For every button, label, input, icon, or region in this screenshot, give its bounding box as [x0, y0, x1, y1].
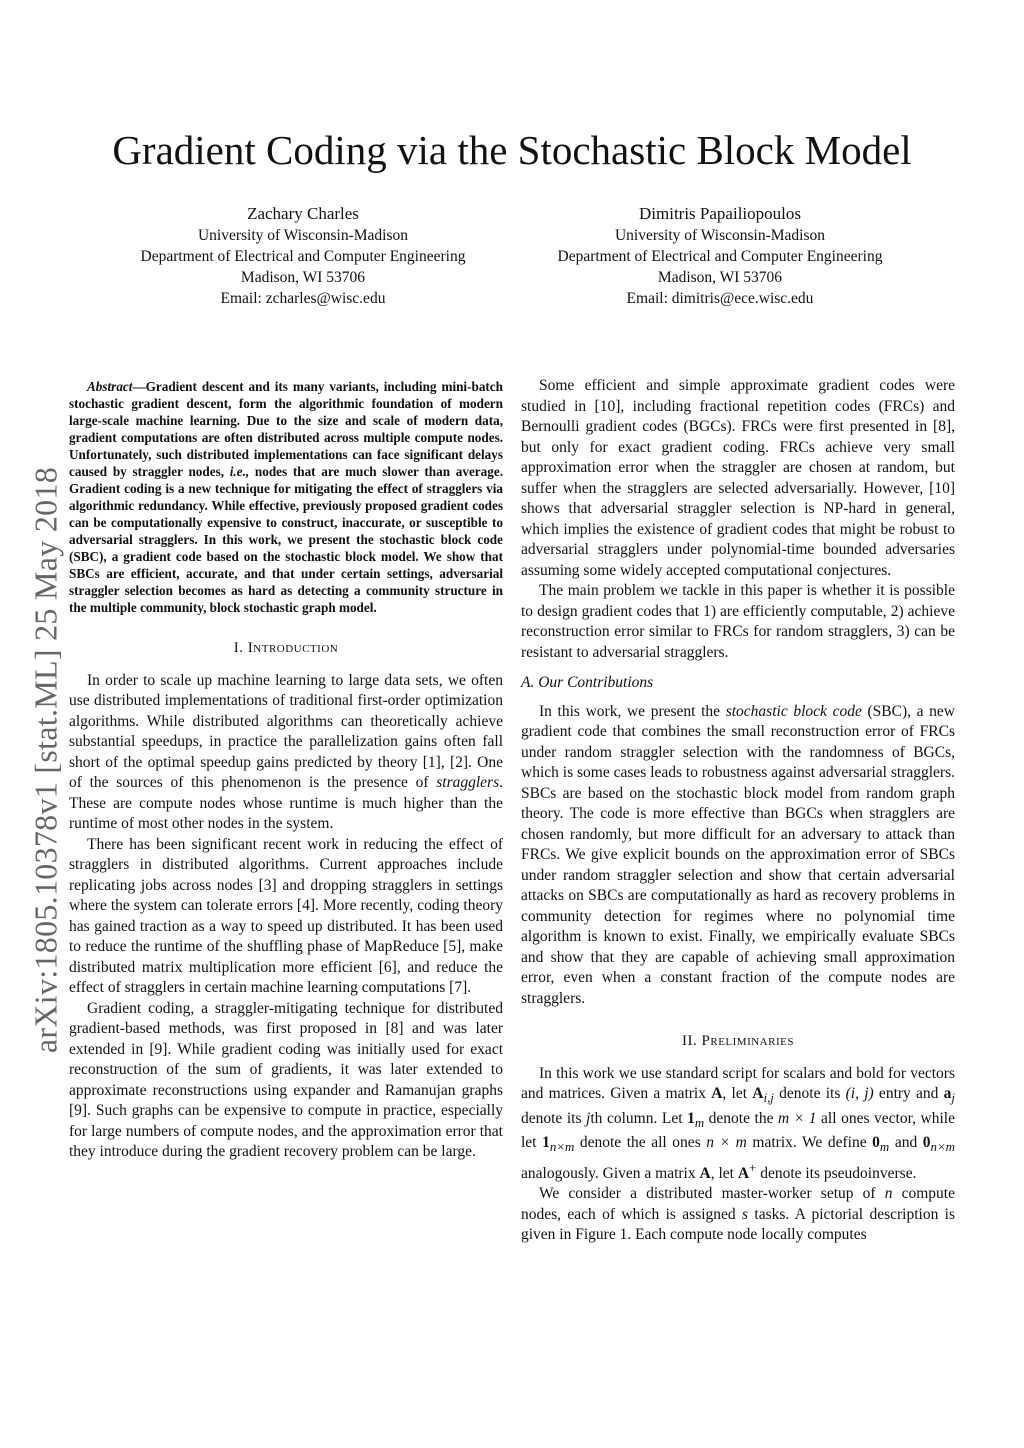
abstract: Abstract—Gradient descent and its many variants, including mini-batch stochastic gradient descent, form the algorithmic foundation of modern large-scale machine learning. Due to the size and scale of modern data, gradient computations are often distributed across multiple compute nodes. Unfortunately, such distributed implementations can face significant delays caused by straggler nodes, i.e., nodes that are much slower than average. Gradient coding is a new technique for mitigating the effect of stragglers via algorithmic redundancy. While effective, previously proposed gradient codes can be computationally expensive to construct, inaccurate, or susceptible to adversarial stragglers. In this work, we present the stochastic block code (SBC), a gradient code based on the stochastic block model. We show that SBCs are efficient, accurate, and that under certain settings, adversarial straggler selection becomes as hard as detecting a community structure in the multiple community, block stochastic graph model.	[69, 379, 503, 615]
author-location: Madison, WI 53706	[240, 269, 366, 286]
author-name: Dimitris Papailiopoulos	[639, 204, 801, 223]
author-affiliation: University of Wisconsin-Madison	[614, 227, 826, 244]
author-block-2	[520, 203, 920, 309]
author-affiliation: University of Wisconsin-Madison	[197, 227, 409, 244]
abstract-label: Abstract	[87, 379, 133, 394]
subsection-heading: A. Our Contributions	[521, 674, 654, 691]
arxiv-id: arXiv:1805.10378v1 [stat.ML] 25 May 2018	[27, 466, 64, 1054]
section-heading-preliminaries: II. Preliminaries	[682, 1033, 794, 1049]
author-block-1	[103, 203, 503, 309]
right-column	[521, 376, 955, 1246]
author-department: Department of Electrical and Computer Engineering	[557, 248, 883, 265]
author-email: Email: zcharles@wisc.edu	[220, 290, 386, 307]
intro-paragraph: Gradient coding, a straggler-mitigating technique for distributed gradient-based methods, was first proposed in [8] and was later extended in [9]. While gradient coding was initially used for exact reconstruction of the sum of gradients, it was later extended to approximate reconstructions using expander and Ramanujan graphs [9]. Such graphs can be expensive to compute in practice, especially for large numbers of compute nodes, and the approximation error that they introduce during the gradient recovery problem can be large.	[69, 999, 503, 1160]
paper-title: Gradient Coding via the Stochastic Block Model	[112, 127, 912, 173]
section-heading-introduction: I. Introduction	[233, 640, 339, 656]
body-paragraph: The main problem we tackle in this paper is whether it is possible to design gradient codes that 1) are efficiently computable, 2) achieve reconstruction error similar to FRCs for random stragglers, 3) can be resistant to adversarial stragglers.	[521, 582, 955, 661]
body-paragraph: Some efficient and simple approximate gradient codes were studied in [10], including fractional repetition codes (FRCs) and Bernoulli gradient codes (BGCs). FRCs were first presented in [8], but only for exact gradient coding. FRCs achieve very small approximation error when the straggler are chosen at random, but suffer when the stragglers are selected adversarially. However, [10] shows that adversarial straggler selection is NP-hard in general, which implies the existence of gradient codes that might be robust to adversarial stragglers under polynomial-time bounded adversaries assuming some widely accepted computational conjectures.	[521, 377, 955, 579]
body-paragraph: We consider a distributed master-worker setup of n compute nodes, each of which is assigned s tasks. A pictorial description is given in Figure 1. Each compute node locally computes	[521, 1185, 956, 1244]
body-paragraph: In this work, we present the stochastic block code (SBC), a new gradient code that combines the small reconstruction error of FRCs under random straggler selection with the randomness of BGCs, which is some cases leads to robustness against adversarial stragglers. SBCs are based on the stochastic block model from random graph theory. The code is more effective than BGCs when stragglers are chosen randomly, but more difficult for an adversary to attack than FRCs. We give explicit bounds on the approximation error of SBCs under random straggler selection and show that certain adversarial attacks on SBCs are computationally as hard as recovery problems in community detection for regimes where no polynomial time algorithm is known to exist. Finally, we empirically evaluate SBCs and show that they are capable of achieving small approximation error, even when a constant fraction of the compute nodes are stragglers.	[521, 702, 955, 1007]
intro-paragraph: There has been significant recent work in reducing the effect of stragglers in distributed algorithms. Current approaches include replicating jobs across nodes [3] and dropping stragglers in settings where the system can tolerate errors [4]. More recently, coding theory has gained traction as a way to speed up distributed. It has been used to reduce the runtime of the shuffling phase of MapReduce [5], make distributed matrix multiplication more efficient [6], and reduce the effect of stragglers in certain machine learning computations [7].	[69, 835, 503, 996]
author-department: Department of Electrical and Computer Engineering	[140, 248, 466, 265]
author-location: Madison, WI 53706	[657, 269, 783, 286]
intro-paragraph: In order to scale up machine learning to large data sets, we often use distributed implementations of traditional first-order optimization algorithms. While distributed algorithms can theoretically achieve substantial speedups, in practice the parallelization gains often fall short of the optimal speedup gains predicted by theory [1], [2]. One of the sources of this phenomenon is the presence of stragglers. These are compute nodes whose runtime is much higher than the runtime of most other nodes in the system.	[69, 671, 503, 832]
author-email: Email: dimitris@ece.wisc.edu	[626, 290, 814, 307]
body-paragraph: In this work we use standard script for scalars and bold for vectors and matrices. Given a matrix A, let $A_{i,j}$ denote its (i, j) entry and $a_j$ denote its jth column. Let $1_m$ denote the m × 1 all ones vector, while let $1_{n\times m}$ denote the all ones n × m matrix. We define $0_m$ and $0_{n\times m}$ analogously. Given a matrix A, let A+ denote its pseudoinverse.	[521, 1064, 956, 1182]
arxiv-sidebar	[20, 430, 72, 1090]
author-name: Zachary Charles	[247, 204, 359, 223]
left-column	[69, 378, 503, 1163]
